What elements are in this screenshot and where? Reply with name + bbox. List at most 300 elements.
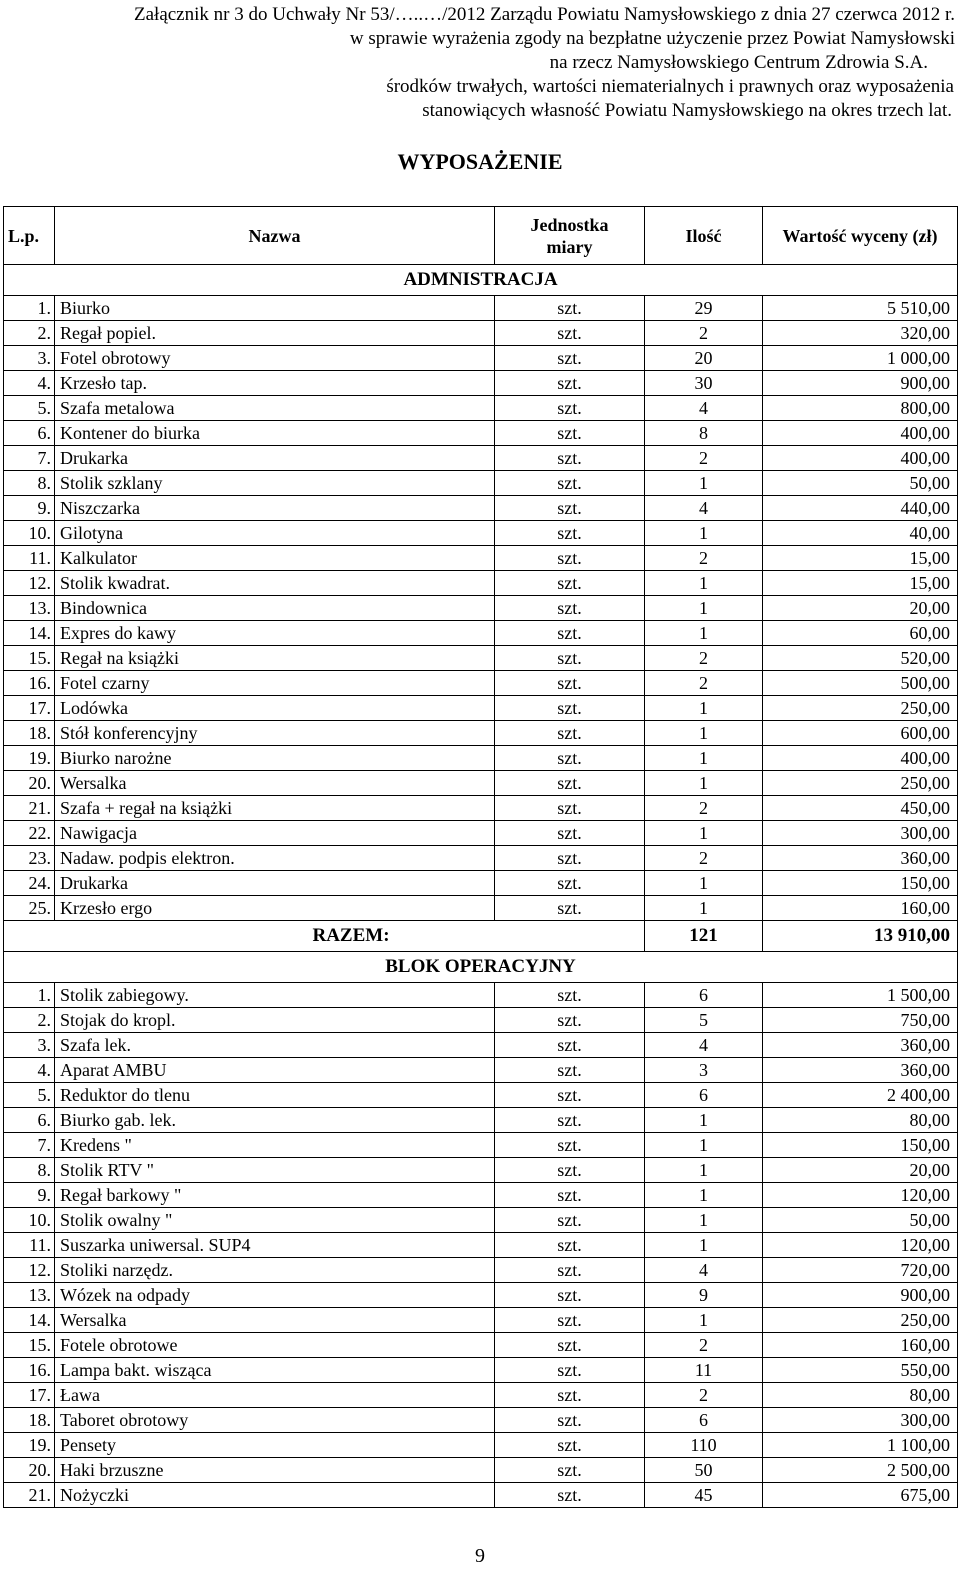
row-qty: 1	[645, 471, 763, 496]
table-row	[4, 1058, 958, 1083]
row-lp: 6.	[4, 421, 55, 446]
table-row	[4, 1433, 958, 1458]
header-line-5: stanowiących własność Powiatu Namysłowskiego na okres trzech lat.	[422, 100, 952, 121]
row-name: Haki brzuszne	[55, 1458, 495, 1483]
row-unit: szt.	[495, 1108, 645, 1133]
row-lp: 23.	[4, 846, 55, 871]
row-qty: 2	[645, 321, 763, 346]
row-lp: 17.	[4, 1383, 55, 1408]
row-lp: 22.	[4, 821, 55, 846]
page-number: 9	[475, 1545, 485, 1567]
row-value: 360,00	[763, 1058, 958, 1083]
table-row	[4, 521, 958, 546]
header-line-4: środków trwałych, wartości niematerialnych i prawnych oraz wyposażenia	[386, 76, 954, 97]
row-unit: szt.	[495, 1383, 645, 1408]
row-name: Bindownica	[55, 596, 495, 621]
row-name: Wózek na odpady	[55, 1283, 495, 1308]
table-row	[4, 496, 958, 521]
row-lp: 15.	[4, 1333, 55, 1358]
row-unit: szt.	[495, 1033, 645, 1058]
row-lp: 19.	[4, 1433, 55, 1458]
row-name: Krzesło ergo	[55, 896, 495, 921]
row-unit: szt.	[495, 696, 645, 721]
row-value: 500,00	[763, 671, 958, 696]
row-qty: 1	[645, 1108, 763, 1133]
table-row	[4, 471, 958, 496]
row-value: 1 100,00	[763, 1433, 958, 1458]
row-name: Biurko gab. lek.	[55, 1108, 495, 1133]
row-lp: 3.	[4, 1033, 55, 1058]
row-value: 720,00	[763, 1258, 958, 1283]
total-row	[4, 921, 958, 952]
row-name: Wersalka	[55, 771, 495, 796]
total-qty: 121	[645, 921, 763, 952]
row-qty: 1	[645, 621, 763, 646]
row-qty: 1	[645, 721, 763, 746]
row-unit: szt.	[495, 1408, 645, 1433]
row-name: Stoliki narzędz.	[55, 1258, 495, 1283]
section-title-row	[4, 265, 958, 296]
row-name: Drukarka	[55, 871, 495, 896]
table-row	[4, 721, 958, 746]
table-row	[4, 1008, 958, 1033]
row-value: 20,00	[763, 596, 958, 621]
row-unit: szt.	[495, 871, 645, 896]
row-unit: szt.	[495, 396, 645, 421]
row-value: 400,00	[763, 446, 958, 471]
row-lp: 6.	[4, 1108, 55, 1133]
column-header-name: Nazwa	[55, 207, 495, 265]
row-name: Niszczarka	[55, 496, 495, 521]
row-lp: 9.	[4, 1183, 55, 1208]
row-name: Suszarka uniwersal. SUP4	[55, 1233, 495, 1258]
row-value: 250,00	[763, 1308, 958, 1333]
row-name: Regał barkowy "	[55, 1183, 495, 1208]
row-unit: szt.	[495, 796, 645, 821]
row-lp: 19.	[4, 746, 55, 771]
row-name: Fotel obrotowy	[55, 346, 495, 371]
row-qty: 1	[645, 1208, 763, 1233]
row-value: 400,00	[763, 421, 958, 446]
section-title-blok-operacyjny: BLOK OPERACYJNY	[4, 952, 958, 983]
row-unit: szt.	[495, 1433, 645, 1458]
row-value: 400,00	[763, 746, 958, 771]
table-row	[4, 1408, 958, 1433]
row-qty: 1	[645, 1158, 763, 1183]
row-unit: szt.	[495, 1008, 645, 1033]
row-name: Kalkulator	[55, 546, 495, 571]
row-qty: 2	[645, 1383, 763, 1408]
total-value: 13 910,00	[763, 921, 958, 952]
row-lp: 9.	[4, 496, 55, 521]
row-name: Kontener do biurka	[55, 421, 495, 446]
row-value: 160,00	[763, 896, 958, 921]
row-lp: 14.	[4, 1308, 55, 1333]
row-qty: 1	[645, 521, 763, 546]
table-row	[4, 1458, 958, 1483]
row-lp: 11.	[4, 1233, 55, 1258]
document-title: WYPOSAŻENIE	[397, 149, 563, 174]
row-value: 300,00	[763, 821, 958, 846]
row-value: 250,00	[763, 696, 958, 721]
row-qty: 1	[645, 571, 763, 596]
row-name: Szafa lek.	[55, 1033, 495, 1058]
row-lp: 2.	[4, 1008, 55, 1033]
row-unit: szt.	[495, 1183, 645, 1208]
row-name: Stół konferencyjny	[55, 721, 495, 746]
row-value: 900,00	[763, 1283, 958, 1308]
row-name: Drukarka	[55, 446, 495, 471]
row-name: Stolik zabiegowy.	[55, 983, 495, 1008]
row-lp: 1.	[4, 983, 55, 1008]
row-lp: 1.	[4, 296, 55, 321]
row-unit: szt.	[495, 496, 645, 521]
table-row	[4, 596, 958, 621]
row-unit: szt.	[495, 896, 645, 921]
row-qty: 110	[645, 1433, 763, 1458]
table-row	[4, 1383, 958, 1408]
row-lp: 5.	[4, 1083, 55, 1108]
row-name: Nadaw. podpis elektron.	[55, 846, 495, 871]
equipment-table	[3, 206, 958, 1508]
row-unit: szt.	[495, 1158, 645, 1183]
table-row	[4, 1283, 958, 1308]
row-value: 440,00	[763, 496, 958, 521]
table-row	[4, 983, 958, 1008]
section-title-row	[4, 952, 958, 983]
table-row	[4, 1183, 958, 1208]
row-unit: szt.	[495, 296, 645, 321]
row-value: 450,00	[763, 796, 958, 821]
row-lp: 7.	[4, 446, 55, 471]
row-value: 2 400,00	[763, 1083, 958, 1108]
row-qty: 1	[645, 771, 763, 796]
row-lp: 17.	[4, 696, 55, 721]
row-lp: 16.	[4, 671, 55, 696]
row-qty: 1	[645, 821, 763, 846]
row-name: Biurko narożne	[55, 746, 495, 771]
table-row	[4, 796, 958, 821]
table-row	[4, 621, 958, 646]
row-value: 50,00	[763, 471, 958, 496]
row-value: 360,00	[763, 1033, 958, 1058]
row-value: 250,00	[763, 771, 958, 796]
table-row	[4, 296, 958, 321]
table-row	[4, 1133, 958, 1158]
table-row	[4, 1208, 958, 1233]
row-value: 15,00	[763, 546, 958, 571]
row-value: 320,00	[763, 321, 958, 346]
row-qty: 4	[645, 1033, 763, 1058]
row-unit: szt.	[495, 983, 645, 1008]
header-line-2: w sprawie wyrażenia zgody na bezpłatne użyczenie przez Powiat Namysłowski	[349, 28, 955, 49]
row-value: 80,00	[763, 1108, 958, 1133]
table-row	[4, 446, 958, 471]
row-unit: szt.	[495, 621, 645, 646]
column-header-unit-line1: Jednostka	[530, 214, 609, 235]
row-value: 520,00	[763, 646, 958, 671]
row-lp: 5.	[4, 396, 55, 421]
row-lp: 14.	[4, 621, 55, 646]
row-value: 360,00	[763, 846, 958, 871]
row-value: 600,00	[763, 721, 958, 746]
row-qty: 1	[645, 896, 763, 921]
row-name: Biurko	[55, 296, 495, 321]
row-value: 150,00	[763, 1133, 958, 1158]
table-row	[4, 1483, 958, 1508]
row-qty: 11	[645, 1358, 763, 1383]
row-lp: 4.	[4, 371, 55, 396]
row-qty: 6	[645, 1083, 763, 1108]
table-row	[4, 321, 958, 346]
row-name: Nawigacja	[55, 821, 495, 846]
row-name: Stolik kwadrat.	[55, 571, 495, 596]
row-unit: szt.	[495, 546, 645, 571]
row-unit: szt.	[495, 1333, 645, 1358]
row-lp: 8.	[4, 471, 55, 496]
row-unit: szt.	[495, 646, 645, 671]
table-row	[4, 771, 958, 796]
row-qty: 6	[645, 983, 763, 1008]
row-unit: szt.	[495, 346, 645, 371]
row-lp: 18.	[4, 721, 55, 746]
row-name: Wersalka	[55, 1308, 495, 1333]
table-row	[4, 1158, 958, 1183]
row-value: 2 500,00	[763, 1458, 958, 1483]
row-lp: 15.	[4, 646, 55, 671]
table-row	[4, 346, 958, 371]
row-unit: szt.	[495, 446, 645, 471]
row-value: 900,00	[763, 371, 958, 396]
row-qty: 2	[645, 1333, 763, 1358]
row-qty: 2	[645, 546, 763, 571]
row-qty: 50	[645, 1458, 763, 1483]
row-qty: 2	[645, 796, 763, 821]
row-value: 50,00	[763, 1208, 958, 1233]
row-value: 300,00	[763, 1408, 958, 1433]
row-value: 1 500,00	[763, 983, 958, 1008]
row-qty: 4	[645, 1258, 763, 1283]
table-row	[4, 1308, 958, 1333]
row-qty: 9	[645, 1283, 763, 1308]
table-row	[4, 746, 958, 771]
table-header-row	[4, 207, 958, 265]
row-lp: 7.	[4, 1133, 55, 1158]
row-name: Lodówka	[55, 696, 495, 721]
row-qty: 20	[645, 346, 763, 371]
row-unit: szt.	[495, 771, 645, 796]
row-lp: 24.	[4, 871, 55, 896]
table-row	[4, 1083, 958, 1108]
row-value: 750,00	[763, 1008, 958, 1033]
row-lp: 21.	[4, 796, 55, 821]
table-row	[4, 1333, 958, 1358]
row-lp: 12.	[4, 571, 55, 596]
table-row	[4, 1033, 958, 1058]
row-value: 160,00	[763, 1333, 958, 1358]
row-value: 550,00	[763, 1358, 958, 1383]
row-unit: szt.	[495, 371, 645, 396]
table-row	[4, 571, 958, 596]
row-name: Lampa bakt. wisząca	[55, 1358, 495, 1383]
header-line-1: Załącznik nr 3 do Uchwały Nr 53/…..…/2012 Zarządu Powiatu Namysłowskiego z dnia 27 czerwca 2012 r.	[134, 4, 955, 25]
row-qty: 8	[645, 421, 763, 446]
row-name: Szafa + regał na książki	[55, 796, 495, 821]
table-row	[4, 1233, 958, 1258]
row-qty: 6	[645, 1408, 763, 1433]
row-name: Pensety	[55, 1433, 495, 1458]
row-name: Aparat AMBU	[55, 1058, 495, 1083]
table-row	[4, 646, 958, 671]
row-lp: 12.	[4, 1258, 55, 1283]
row-unit: szt.	[495, 1133, 645, 1158]
row-name: Ława	[55, 1383, 495, 1408]
row-unit: szt.	[495, 521, 645, 546]
row-qty: 4	[645, 496, 763, 521]
row-qty: 5	[645, 1008, 763, 1033]
row-qty: 1	[645, 696, 763, 721]
row-qty: 29	[645, 296, 763, 321]
row-name: Regał na książki	[55, 646, 495, 671]
row-lp: 10.	[4, 521, 55, 546]
row-unit: szt.	[495, 1308, 645, 1333]
table-row	[4, 696, 958, 721]
row-qty: 1	[645, 596, 763, 621]
column-header-lp: L.p.	[4, 207, 55, 265]
table-row	[4, 1258, 958, 1283]
table-row	[4, 1358, 958, 1383]
row-unit: szt.	[495, 1058, 645, 1083]
row-value: 150,00	[763, 871, 958, 896]
table-row	[4, 371, 958, 396]
row-lp: 3.	[4, 346, 55, 371]
row-value: 800,00	[763, 396, 958, 421]
table-row	[4, 421, 958, 446]
table-row	[4, 1108, 958, 1133]
row-unit: szt.	[495, 571, 645, 596]
table-row	[4, 821, 958, 846]
row-value: 80,00	[763, 1383, 958, 1408]
row-unit: szt.	[495, 1233, 645, 1258]
column-header-unit-line2: miary	[546, 236, 593, 257]
row-name: Fotel czarny	[55, 671, 495, 696]
row-qty: 2	[645, 671, 763, 696]
row-unit: szt.	[495, 1458, 645, 1483]
row-value: 120,00	[763, 1233, 958, 1258]
row-lp: 16.	[4, 1358, 55, 1383]
row-name: Szafa metalowa	[55, 396, 495, 421]
row-name: Krzesło tap.	[55, 371, 495, 396]
row-unit: szt.	[495, 1358, 645, 1383]
row-lp: 18.	[4, 1408, 55, 1433]
row-lp: 4.	[4, 1058, 55, 1083]
row-value: 40,00	[763, 521, 958, 546]
row-lp: 21.	[4, 1483, 55, 1508]
row-lp: 8.	[4, 1158, 55, 1183]
row-name: Stolik szklany	[55, 471, 495, 496]
row-qty: 3	[645, 1058, 763, 1083]
row-lp: 13.	[4, 596, 55, 621]
row-unit: szt.	[495, 1258, 645, 1283]
row-unit: szt.	[495, 471, 645, 496]
row-lp: 2.	[4, 321, 55, 346]
table-row	[4, 396, 958, 421]
header-line-3: na rzecz Namysłowskiego Centrum Zdrowia S.A.	[549, 52, 928, 73]
row-qty: 1	[645, 1183, 763, 1208]
total-label: RAZEM:	[4, 921, 645, 952]
row-unit: szt.	[495, 596, 645, 621]
row-qty: 1	[645, 746, 763, 771]
table-body	[4, 265, 958, 1508]
row-lp: 20.	[4, 771, 55, 796]
row-name: Reduktor do tlenu	[55, 1083, 495, 1108]
row-value: 15,00	[763, 571, 958, 596]
row-value: 1 000,00	[763, 346, 958, 371]
row-qty: 1	[645, 1308, 763, 1333]
table-row	[4, 846, 958, 871]
row-name: Stolik owalny "	[55, 1208, 495, 1233]
table-row	[4, 671, 958, 696]
row-value: 60,00	[763, 621, 958, 646]
row-qty: 1	[645, 1233, 763, 1258]
row-qty: 1	[645, 1133, 763, 1158]
row-name: Stojak do kropl.	[55, 1008, 495, 1033]
table-row	[4, 546, 958, 571]
row-lp: 10.	[4, 1208, 55, 1233]
row-unit: szt.	[495, 1283, 645, 1308]
row-unit: szt.	[495, 1483, 645, 1508]
section-title-administracja: ADMNISTRACJA	[4, 265, 958, 296]
column-header-qty: Ilość	[645, 207, 763, 265]
row-qty: 4	[645, 396, 763, 421]
row-unit: szt.	[495, 421, 645, 446]
column-header-unit	[495, 207, 645, 265]
row-unit: szt.	[495, 671, 645, 696]
row-value: 5 510,00	[763, 296, 958, 321]
row-name: Nożyczki	[55, 1483, 495, 1508]
row-qty: 2	[645, 846, 763, 871]
row-unit: szt.	[495, 746, 645, 771]
row-name: Taboret obrotowy	[55, 1408, 495, 1433]
row-qty: 45	[645, 1483, 763, 1508]
row-unit: szt.	[495, 1083, 645, 1108]
row-name: Stolik RTV "	[55, 1158, 495, 1183]
column-header-value: Wartość wyceny (zł)	[763, 207, 958, 265]
row-lp: 11.	[4, 546, 55, 571]
row-lp: 13.	[4, 1283, 55, 1308]
row-qty: 2	[645, 446, 763, 471]
row-name: Kredens "	[55, 1133, 495, 1158]
row-qty: 30	[645, 371, 763, 396]
row-unit: szt.	[495, 821, 645, 846]
row-name: Gilotyna	[55, 521, 495, 546]
table-row	[4, 871, 958, 896]
row-qty: 1	[645, 871, 763, 896]
row-value: 20,00	[763, 1158, 958, 1183]
row-lp: 20.	[4, 1458, 55, 1483]
row-name: Regał popiel.	[55, 321, 495, 346]
row-value: 675,00	[763, 1483, 958, 1508]
row-name: Expres do kawy	[55, 621, 495, 646]
row-unit: szt.	[495, 846, 645, 871]
row-unit: szt.	[495, 1208, 645, 1233]
row-value: 120,00	[763, 1183, 958, 1208]
row-qty: 2	[645, 646, 763, 671]
table-row	[4, 896, 958, 921]
row-lp: 25.	[4, 896, 55, 921]
row-name: Fotele obrotowe	[55, 1333, 495, 1358]
row-unit: szt.	[495, 321, 645, 346]
